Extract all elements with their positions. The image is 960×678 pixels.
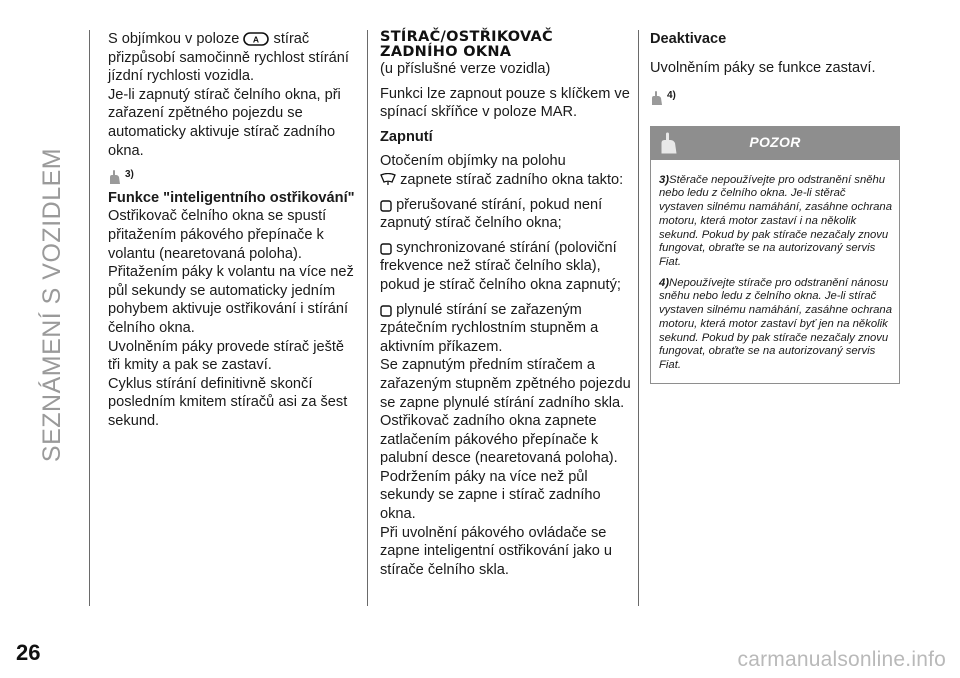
subtitle: (u příslušné verze vozidla) <box>380 61 551 77</box>
paragraph: Je-li zapnutý stírač čelního okna, při zařazení zpětného pojezdu se automaticky aktivuje stírač zadního okna. <box>108 86 341 159</box>
svg-text:A: A <box>253 34 260 45</box>
warning-hand-icon <box>650 90 664 106</box>
page-number: 26 <box>16 640 41 665</box>
text: Otočením objímky na polohu <box>380 153 566 170</box>
text: plynulé stírání se zařazeným zpátečním rychlostním stupněm a aktivním příkazem. <box>380 301 599 355</box>
paragraph: Uvolněním páky provede stírač ještě tři kmity a pak se zastaví. <box>108 338 345 374</box>
paragraph: Při uvolnění pákového ovládače se zapne inteligentní ostřikování jako u stírače čelního skla. <box>380 524 613 578</box>
section-heading: Deaktivace <box>650 31 727 47</box>
reference-number: 4) <box>667 90 676 102</box>
paragraph: Uvolněním páky se funkce zastaví. <box>650 59 876 76</box>
section-heading: Funkce "inteligentního ostřikování" <box>108 189 355 206</box>
warning-item-text: Nepoužívejte stírače pro odstranění nánosu sněhu nebo ledu z čelního okna. Je-li stírač vystaven silnému namáhání, zasáhne ochrana motoru, která motor zastaví byť jen na několik sekund. Pokud by pak stírače nezačaly znovu fungovat, obraťte se na autorizovaný servis Fiat. <box>659 276 892 371</box>
paragraph: Ostřikovač zadního okna zapnete zatlačením pákového přepínače k palubní desce (nearetovaná poloha). <box>380 413 618 467</box>
paragraph <box>108 30 360 86</box>
rear-wiper-icon <box>380 173 396 187</box>
paragraph: Ostřikovač čelního okna se spustí přitažením pákového přepínače k volantu (nearetovaná poloha). <box>108 208 327 262</box>
section-heading: Zapnutí <box>380 128 433 145</box>
column-1 <box>108 30 360 430</box>
column-divider <box>638 30 639 606</box>
warning-header <box>650 126 900 160</box>
square-bullet-icon <box>380 305 392 317</box>
square-bullet-icon <box>380 243 392 255</box>
paragraph: Přitažením páky k volantu na více než půl sekundy se automaticky jedním pohybem aktivuje ostřikování i stírání čelního okna. <box>108 264 354 336</box>
text: stírač přizpůsobí samočinně rychlost stírání jízdní rychlosti vozidla. <box>108 31 349 85</box>
warning-hand-icon <box>658 131 680 155</box>
paragraph: Podržením páky na více než půl sekundy se zapne i stírač zadního okna. <box>380 468 601 523</box>
bullet-item <box>380 301 632 357</box>
warning-item-text: Stěrače nepoužívejte pro odstranění sněhu nebo ledu z čelního okna. Je-li stěrač vystaven silnému namáhání, zasáhne ochrana motoru, která motor zastaví i na několik sekund. Pokud by pak stírače nezačaly znovu fungovat, obraťte se na autorizovaný servis Fiat. <box>659 173 892 268</box>
column-divider <box>89 30 90 606</box>
bullet-item <box>380 196 632 233</box>
reference-mark <box>650 87 900 106</box>
paragraph: Funkci lze zapnout pouze s klíčkem ve spínací skříňce v poloze MAR. <box>380 85 630 121</box>
reference-mark <box>108 166 360 185</box>
warning-box <box>650 160 900 384</box>
warning-hand-icon <box>108 169 122 185</box>
text: zapnete stírač zadního okna takto: <box>400 171 624 188</box>
paragraph: Cyklus stírání definitivně skončí posledním kmitem stíračů asi za šest sekund. <box>108 375 348 429</box>
warning-item <box>659 277 893 373</box>
warning-item-number: 3) <box>659 173 670 186</box>
column-3 <box>650 30 900 384</box>
bullet-item <box>380 239 632 295</box>
warning-title: POZOR <box>749 134 801 151</box>
section-title: STÍRAČ/OSTŘIKOVAČ ZADNÍHO OKNA <box>380 29 553 60</box>
paragraph <box>380 152 632 189</box>
square-bullet-icon <box>380 200 392 212</box>
text: přerušované stírání, pokud není zapnutý stírač čelního okna; <box>380 196 603 232</box>
footer-logo: carmanualsonline.info <box>737 648 946 671</box>
column-divider <box>367 30 368 606</box>
warning-item-number: 4) <box>659 276 670 289</box>
auto-wiper-icon <box>243 32 269 46</box>
paragraph: Se zapnutým předním stíračem a zařazeným stupněm zpětného pojezdu se zapne plynulé stírání zadního skla. <box>380 357 631 411</box>
reference-number: 3) <box>125 169 134 181</box>
text: synchronizované stírání (poloviční frekvence než stírač čelního skla), pokud je stírač čelního okna zapnutý; <box>380 239 621 293</box>
warning-item <box>659 174 893 270</box>
side-title: SEZNÁMENÍ S VOZIDLEM <box>38 147 66 463</box>
column-2 <box>380 30 632 579</box>
text: S objímkou v poloze <box>108 31 244 47</box>
